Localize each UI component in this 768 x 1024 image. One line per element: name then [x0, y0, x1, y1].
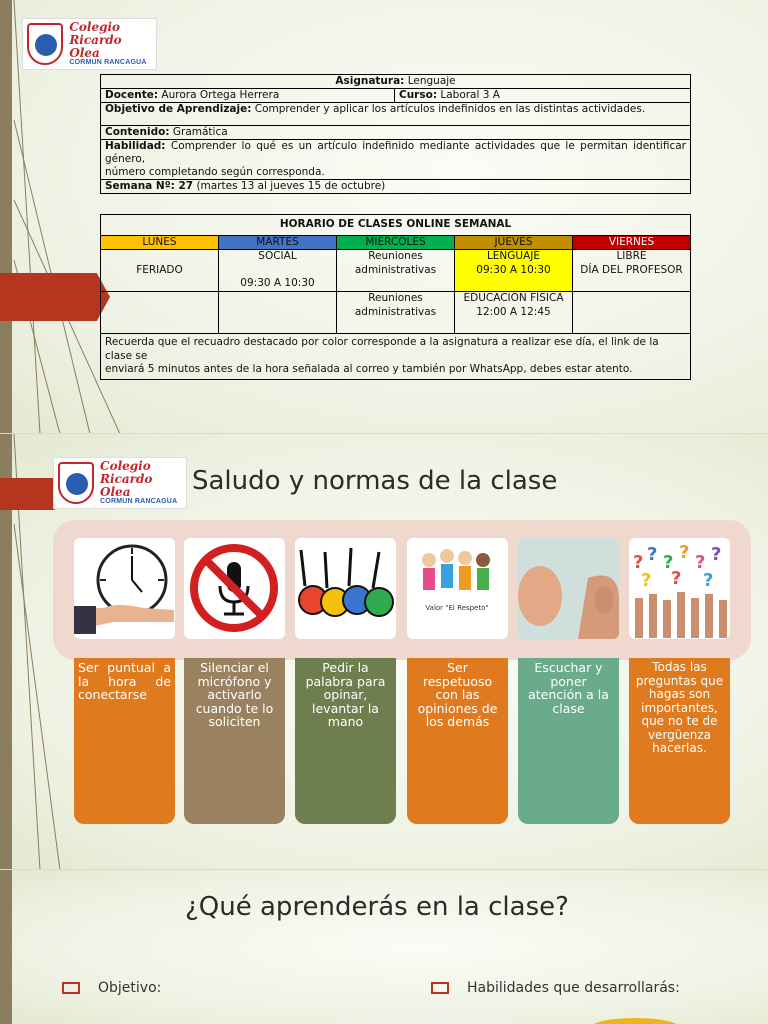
svg-text:?: ? — [641, 570, 652, 591]
svg-text:?: ? — [695, 552, 706, 573]
orange-shape-decor — [590, 1018, 680, 1024]
asignatura-value: Lenguaje — [404, 75, 456, 87]
semana-value: (martes 13 al jueves 15 de octubre) — [193, 180, 386, 192]
school-crest-icon — [27, 23, 63, 65]
school-logo — [22, 18, 157, 70]
jueves-2-subject: EDUCACIÓN FÍSICA — [463, 292, 564, 304]
cell-miercoles-2 — [337, 292, 455, 334]
cell-viernes-1 — [573, 250, 691, 292]
bullet-habilidades-label: Habilidades que desarrollarás: — [467, 980, 680, 996]
habilidad-value-2: número completando según corresponda. — [105, 166, 325, 178]
cell-martes-2 — [219, 292, 337, 334]
arrow-tab — [0, 273, 110, 321]
bullet-habilidades — [431, 980, 680, 996]
schedule-note — [101, 334, 691, 380]
day-lunes: LUNES — [101, 235, 219, 250]
miercoles-2-line1: Reuniones — [368, 292, 423, 304]
listening-ear-icon — [518, 538, 619, 639]
miercoles-1-line2: administrativas — [354, 263, 437, 276]
rule-listen: Escuchar y poner atención a la clase — [518, 658, 619, 824]
schedule-title: HORARIO DE CLASES ONLINE SEMANAL — [101, 215, 691, 236]
class-info-table — [100, 74, 691, 194]
muted-microphone-icon — [184, 538, 285, 639]
logo-subtitle: CORMUN RANCAGUA — [100, 498, 178, 506]
respeto-caption: Valor "El Respeto" — [425, 604, 489, 612]
cell-viernes-2 — [573, 292, 691, 334]
miercoles-2-line2: administrativas — [354, 305, 437, 318]
cell-miercoles-1 — [337, 250, 455, 292]
svg-text:?: ? — [679, 542, 690, 563]
left-decor-bar — [0, 870, 12, 1024]
bullet-square-icon — [431, 982, 449, 994]
svg-text:?: ? — [671, 568, 682, 589]
logo-name-line2: Ricardo Olea — [100, 472, 153, 499]
docente-value: Aurora Ortega Herrera — [158, 89, 280, 101]
viernes-1-line1: LIBRE — [616, 250, 647, 262]
cell-jueves-2 — [455, 292, 573, 334]
note-line1: Recuerda que el recuadro destacado por color corresponde a la asignatura a realizar ese día, el link de la clase se — [105, 336, 659, 362]
jueves-1-subject: LENGUAJE — [486, 250, 541, 262]
slide-aprenderas — [0, 870, 768, 1024]
rule-mute-mic: Silenciar el micrófono y activarlo cuando te lo soliciten — [184, 658, 285, 824]
day-miercoles: MIERCOLES — [337, 235, 455, 250]
day-martes: MARTES — [219, 235, 337, 250]
miercoles-1-line1: Reuniones — [368, 250, 423, 262]
slide2-title: Saludo y normas de la clase — [192, 466, 558, 496]
jueves-1-time: 09:30 A 10:30 — [476, 263, 551, 276]
slide-normas — [0, 434, 768, 870]
raised-hands-icon — [295, 538, 396, 639]
bullet-square-icon — [62, 982, 80, 994]
slide3-title: ¿Qué aprenderás en la clase? — [185, 892, 569, 922]
rule-questions: Todas las preguntas que hagas son importantes, que no te de vergüenza hacerlas. — [629, 658, 730, 824]
cell-lunes-1: FERIADO — [101, 250, 219, 292]
question-marks-icon — [629, 538, 730, 639]
cell-lunes-2 — [101, 292, 219, 334]
slide-horario — [0, 0, 768, 434]
rule-punctuality: Ser puntual a la hora de conectarse — [74, 658, 175, 824]
svg-text:?: ? — [711, 544, 722, 565]
cell-martes-1 — [219, 250, 337, 292]
day-viernes: VIERNES — [573, 235, 691, 250]
jueves-2-time: 12:00 A 12:45 — [476, 305, 551, 318]
svg-text:?: ? — [633, 552, 644, 573]
cell-jueves-1-highlight — [455, 250, 573, 292]
note-line2: enviará 5 minutos antes de la hora señalada al correo y también por WhatsApp, debes estar atento. — [105, 363, 633, 375]
docente-label: Docente: — [105, 89, 159, 101]
martes-time: 09:30 A 10:30 — [240, 277, 315, 289]
svg-text:?: ? — [663, 552, 674, 573]
school-logo — [53, 457, 187, 509]
objetivo-label: Objetivo de Aprendizaje: — [105, 103, 252, 115]
habilidad-label: Habilidad: — [105, 140, 166, 152]
viernes-1-line2: DÍA DEL PROFESOR — [580, 263, 683, 276]
svg-text:?: ? — [703, 570, 714, 591]
rule-raise-hand: Pedir la palabra para opinar, levantar la mano — [295, 658, 396, 824]
martes-subject: SOCIAL — [258, 250, 297, 262]
logo-subtitle: CORMUN RANCAGUA — [69, 59, 147, 67]
contenido-value: Gramática — [169, 126, 228, 138]
semana-label: Semana Nº: 27 — [105, 180, 194, 192]
objetivo-value: Comprender y aplicar los artículos indefinidos en las distintas actividades. — [251, 103, 646, 115]
svg-text:?: ? — [647, 544, 658, 565]
habilidad-value-1: Comprender lo qué es un artículo indefinido mediante actividades que le permitan identificar género, — [105, 140, 686, 165]
day-jueves: JUEVES — [455, 235, 573, 250]
logo-name-line2: Ricardo Olea — [69, 33, 122, 60]
logo-name-line1: Colegio — [69, 20, 121, 35]
rule-respect: Ser respetuoso con las opiniones de los demás — [407, 658, 508, 824]
weekly-schedule-table — [100, 214, 691, 380]
asignatura-label: Asignatura: — [335, 75, 405, 87]
logo-name-line1: Colegio — [100, 459, 151, 474]
curso-value: Laboral 3 A — [437, 89, 500, 101]
children-group-icon — [407, 538, 508, 639]
school-crest-icon — [58, 462, 94, 504]
bullet-objetivo-label: Objetivo: — [98, 980, 162, 996]
clock-hand-icon — [74, 538, 175, 639]
curso-label: Curso: — [399, 89, 438, 101]
bullet-objetivo — [62, 980, 161, 996]
contenido-label: Contenido: — [105, 126, 170, 138]
